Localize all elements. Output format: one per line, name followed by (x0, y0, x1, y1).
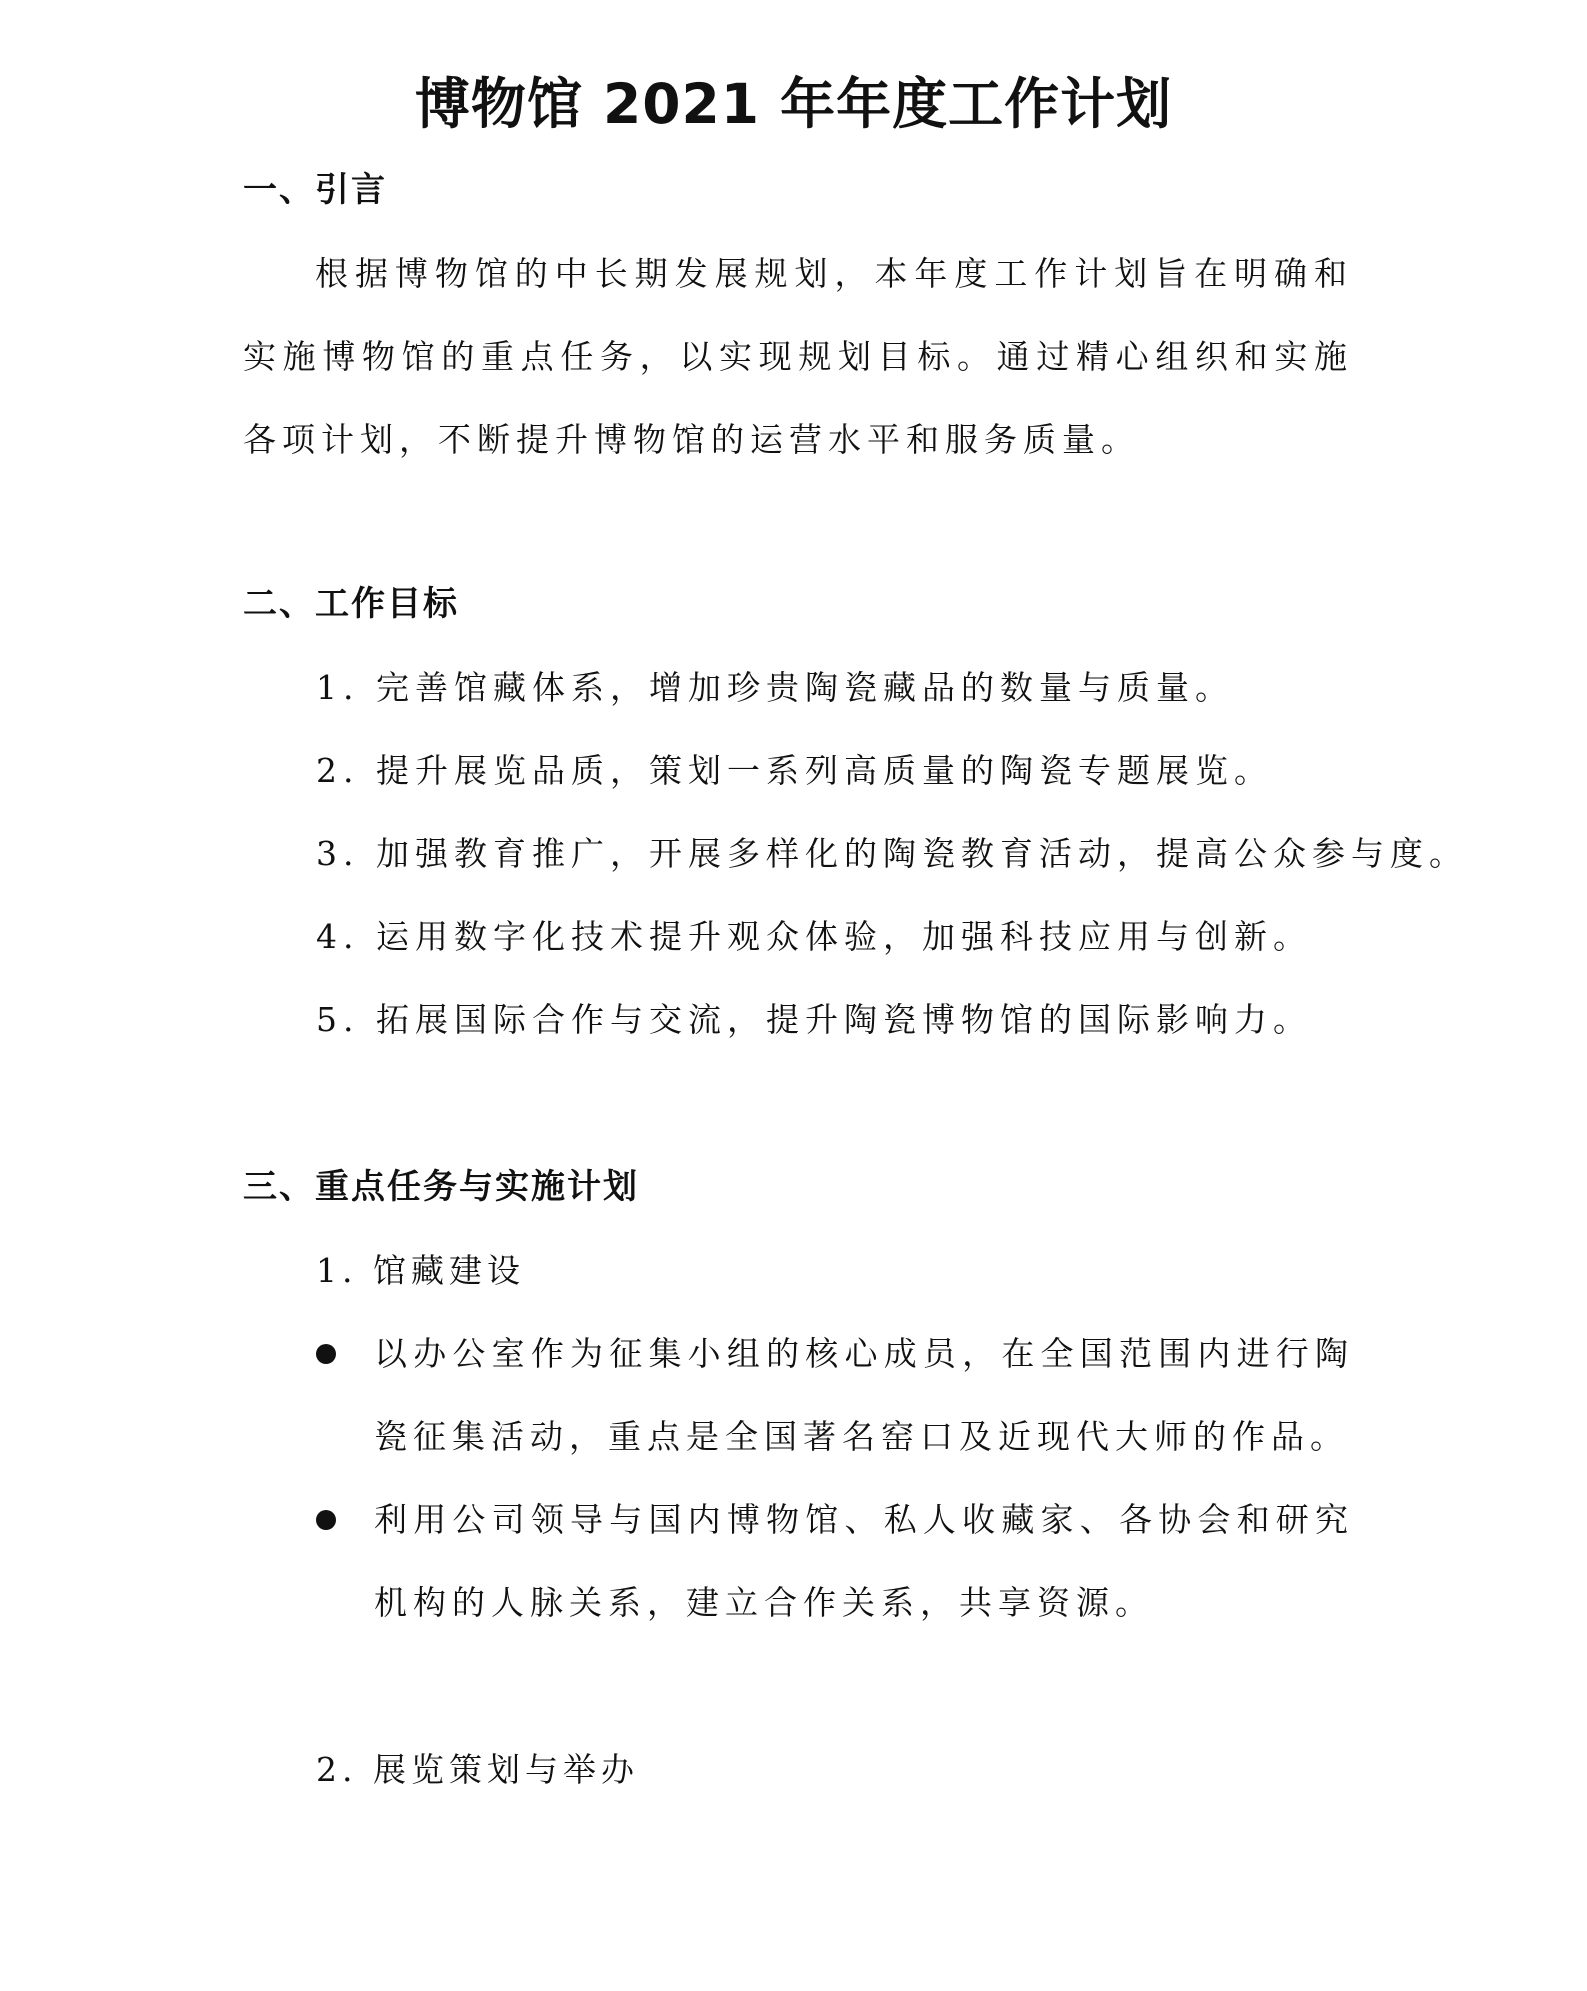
document-title: 博物馆 2021 年年度工作计划 (414, 72, 1173, 136)
goal-item: 3. 加强教育推广，开展多样化的陶瓷教育活动，提高公众参与度。 (316, 834, 1468, 873)
section-heading-goals: 二、工作目标 (243, 584, 459, 624)
bullet-dot-icon (316, 1510, 336, 1530)
bullet-text: 以办公室作为征集小组的核心成员，在全国范围内进行陶瓷征集活动，重点是全国著名窑口及近现代大师的作品。 (374, 1334, 1354, 1456)
introduction-paragraph: 根据博物馆的中长期发展规划，本年度工作计划旨在明确和实施博物馆的重点任务，以实现规划目标。通过精心组织和实施各项计划，不断提升博物馆的运营水平和服务质量。 (243, 254, 1353, 459)
goal-item: 5. 拓展国际合作与交流，提升陶瓷博物馆的国际影响力。 (316, 1000, 1312, 1039)
section-heading-key-tasks: 三、重点任务与实施计划 (243, 1167, 639, 1207)
bullet-item (316, 1498, 1356, 1668)
bullet-dot-icon (316, 1344, 336, 1364)
goal-item: 1. 完善馆藏体系，增加珍贵陶瓷藏品的数量与质量。 (316, 668, 1234, 707)
section-heading-introduction: 一、引言 (243, 170, 387, 210)
goal-item: 2. 提升展览品质，策划一系列高质量的陶瓷专题展览。 (316, 751, 1273, 790)
bullet-text: 利用公司领导与国内博物馆、私人收藏家、各协会和研究机构的人脉关系，建立合作关系，共享资源。 (374, 1500, 1354, 1622)
bullet-item (316, 1332, 1356, 1502)
subsection-title-collection: 1. 馆藏建设 (316, 1251, 525, 1290)
subsection-title-exhibition: 2. 展览策划与举办 (316, 1750, 639, 1789)
goal-item: 4. 运用数字化技术提升观众体验，加强科技应用与创新。 (316, 917, 1312, 956)
